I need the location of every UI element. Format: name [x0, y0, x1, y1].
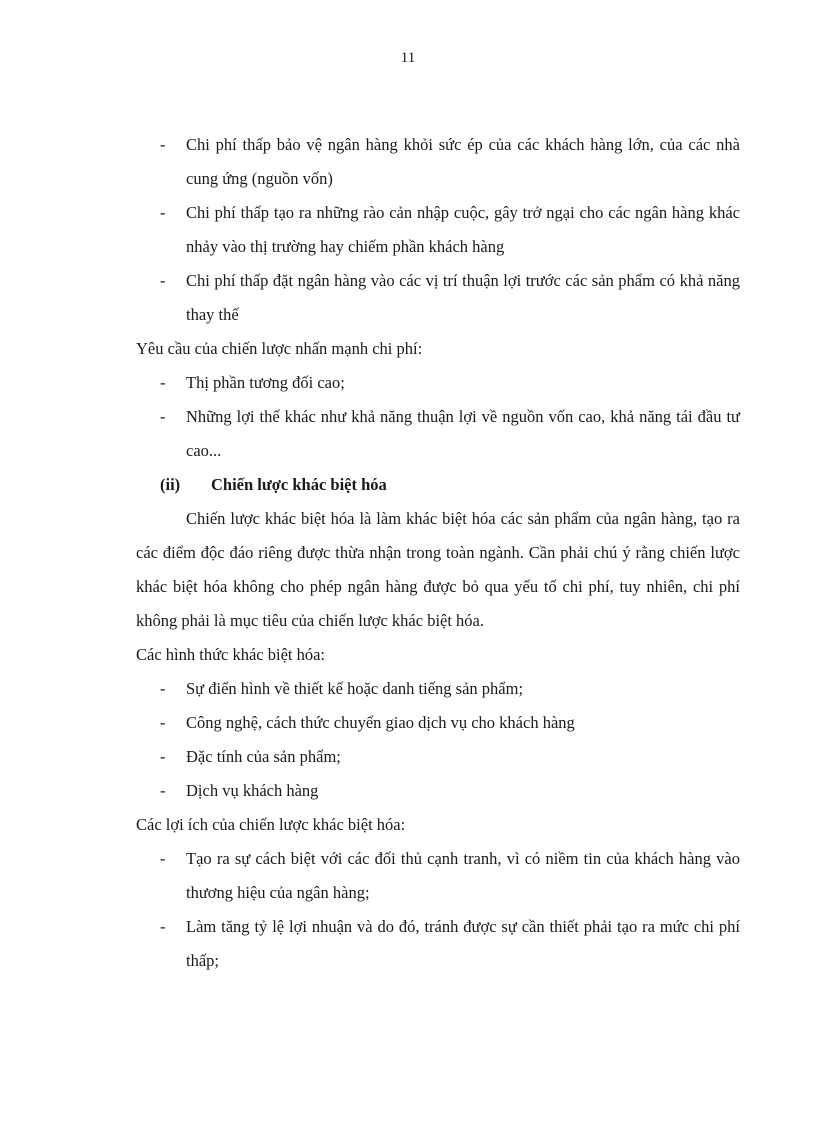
- list-item: [136, 264, 740, 332]
- list-item-text: Chi phí thấp tạo ra những rào cản nhập cuộc, gây trở ngại cho các ngân hàng khác nhảy vào thị trường hay chiếm phần khách hàng: [186, 203, 740, 256]
- list-item-text: Chi phí thấp đặt ngân hàng vào các vị trí thuận lợi trước các sản phẩm có khả năng thay thế: [186, 271, 740, 324]
- list-item: [136, 910, 740, 978]
- benefits-title: Các lợi ích của chiến lược khác biệt hóa:: [136, 815, 406, 834]
- bullet-dash: -: [160, 203, 166, 222]
- list-item-text: Dịch vụ khách hàng: [186, 781, 319, 800]
- requirements-title: Yêu cầu của chiến lược nhấn mạnh chi phí:: [136, 339, 423, 358]
- list-item-text: Chi phí thấp bảo vệ ngân hàng khỏi sức ép của các khách hàng lớn, của các nhà cung ứng (nguồn vốn): [186, 135, 740, 188]
- bullet-dash: -: [160, 713, 166, 732]
- section-number: (ii): [160, 475, 181, 494]
- list-item: [136, 196, 740, 264]
- bullet-dash: -: [160, 781, 166, 800]
- list-item: [136, 706, 740, 740]
- list-item: [136, 740, 740, 774]
- page-number: 11: [400, 50, 416, 66]
- bullet-dash: -: [160, 679, 166, 698]
- list-item: [136, 842, 740, 910]
- list-item: [136, 672, 740, 706]
- list-item-text: Công nghệ, cách thức chuyển giao dịch vụ cho khách hàng: [186, 713, 575, 732]
- list-item: [136, 128, 740, 196]
- bullet-dash: -: [160, 373, 166, 392]
- section-heading: [136, 468, 740, 502]
- list-item-text: Làm tăng tỷ lệ lợi nhuận và do đó, tránh được sự cần thiết phải tạo ra mức chi phí thấp;: [186, 917, 740, 970]
- bullet-dash: -: [160, 271, 166, 290]
- list-item-text: Thị phần tương đối cao;: [186, 373, 345, 392]
- document-body: [136, 128, 740, 978]
- bullet-dash: -: [160, 135, 166, 154]
- list-item: [136, 400, 740, 468]
- list-item: [136, 366, 740, 400]
- section-paragraph: Chiến lược khác biệt hóa là làm khác biệt hóa các sản phẩm của ngân hàng, tạo ra các điểm độc đáo riêng được thừa nhận trong toàn ngành. Cần phải chú ý rằng chiến lược khác biệt hóa không cho phép ngân hàng được bỏ qua yếu tố chi phí, tuy nhiên, chi phí không phải là mục tiêu của chiến lược khác biệt hóa.: [136, 509, 740, 630]
- list-item-text: Sự điển hình về thiết kế hoặc danh tiếng sản phẩm;: [186, 679, 524, 698]
- list-item: [136, 774, 740, 808]
- section-title: Chiến lược khác biệt hóa: [211, 475, 387, 494]
- bullet-dash: -: [160, 917, 166, 936]
- list-item-text: Tạo ra sự cách biệt với các đối thủ cạnh tranh, vì có niềm tin của khách hàng vào thương hiệu của ngân hàng;: [186, 849, 740, 902]
- bullet-dash: -: [160, 747, 166, 766]
- forms-title: Các hình thức khác biệt hóa:: [136, 645, 326, 664]
- bullet-dash: -: [160, 849, 166, 868]
- list-item-text: Những lợi thế khác như khả năng thuận lợi về nguồn vốn cao, khả năng tái đầu tư cao...: [186, 407, 740, 460]
- bullet-dash: -: [160, 407, 166, 426]
- list-item-text: Đặc tính của sản phẩm;: [186, 747, 341, 766]
